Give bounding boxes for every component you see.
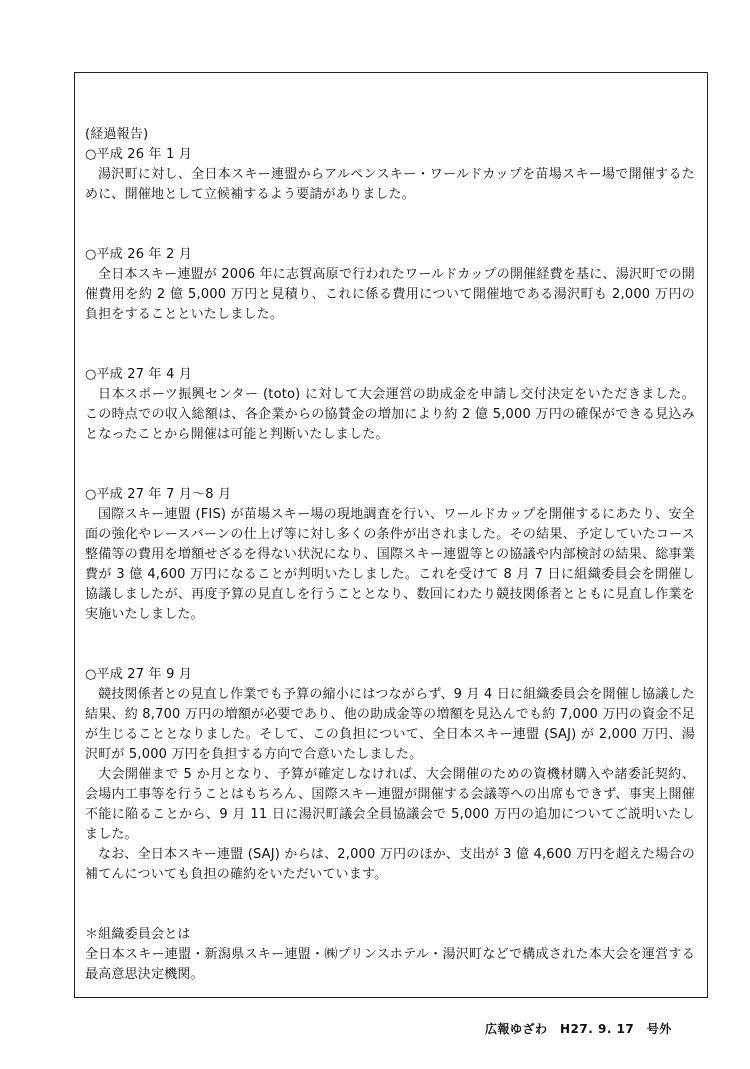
section-title: ○平成 26 年 1 月 — [85, 147, 193, 162]
section-2014-01 — [85, 145, 695, 205]
report-heading: (経過報告) — [85, 127, 149, 142]
section-paragraph: 国際スキー連盟 (FIS) が苗場スキー場の現地調査を行い、ワールドカップを開催するにあたり、安全面の強化やレースバーンの仕上げ等に対し多くの条件が出されました。その結果、予定していたコース整備等の費用を増額せざるを得ない状況になり、国際スキー連盟等との協議や内部検討の結果、総事業費が 3 億 4,600 万円になることが判明いたしました。これを受けて 8 月 7 日に組織委員会を開催し協議しましたが、再度予算の見直しを行うこととなり、数回にわたり競技関係者とともに見直し作業を実施いたしました。 — [85, 507, 695, 622]
document-frame — [74, 72, 708, 998]
section-paragraph: 競技関係者との見直し作業でも予算の縮小にはつながらず、9 月 4 日に組織委員会を開催し協議した結果、約 8,700 万円の増額が必要であり、他の助成金等の増額を見込んでも約 7,000 万円の資金不足が生じることとなりました。そして、この負担について、全日本スキー連盟 (SAJ) が 2,000 万円、湯沢町が 5,000 万円を負担する方向で合意いたしました。 — [85, 687, 695, 762]
note-title: ＊組織委員会とは — [85, 927, 191, 942]
section-title: ○平成 27 年 4 月 — [85, 367, 193, 382]
section-2014-02 — [85, 245, 695, 325]
section-paragraph: 全日本スキー連盟が 2006 年に志賀高原で行われたワールドカップの開催経費を基に、湯沢町での開催費用を約 2 億 5,000 万円と見積り、これに係る費用について開催地である湯沢町も 2,000 万円の負担をすることといたしました。 — [85, 267, 695, 322]
section-2015-09 — [85, 665, 695, 885]
section-paragraph: 日本スポーツ振興センター (toto) に対して大会運営の助成金を申請し交付決定をいただきました。この時点での収入総額は、各企業からの協賛金の増加により約 2 億 5,000 万円の確保ができる見込みとなったことから開催は可能と判断いたしました。 — [85, 387, 695, 442]
note-body: 全日本スキー連盟・新潟県スキー連盟・㈱プリンスホテル・湯沢町などで構成された本大会を運営する最高意思決定機関。 — [85, 947, 695, 982]
section-title: ○平成 26 年 2 月 — [85, 247, 193, 262]
section-paragraph: 大会開催まで 5 か月となり、予算が確定しなければ、大会開催のための資機材購入や諸委託契約、会場内工事等を行うことはもちろん、国際スキー連盟が開催する会議等への出席もできず、事実上開催不能に陥ることから、9 月 11 日に湯沢町議会全員協議会で 5,000 万円の追加についてご説明いたしました。 — [85, 767, 695, 842]
section-title: ○平成 27 年 9 月 — [85, 667, 193, 682]
section-paragraph: なお、全日本スキー連盟 (SAJ) からは、2,000 万円のほか、支出が 3 億 4,600 万円を超えた場合の補てんについても負担の確約をいただいています。 — [85, 847, 695, 882]
report-body — [85, 125, 695, 985]
section-title: ○平成 27 年 7 月～8 月 — [85, 487, 232, 502]
section-2015-07-08 — [85, 485, 695, 625]
publication-footer: 広報ゆざわ H27. 9. 17 号外 — [485, 1022, 672, 1036]
section-2015-04 — [85, 365, 695, 445]
section-paragraph: 湯沢町に対し、全日本スキー連盟からアルペンスキー・ワールドカップを苗場スキー場で開催するために、開催地として立候補するよう要請がありました。 — [85, 167, 695, 202]
definition-note — [85, 925, 695, 985]
